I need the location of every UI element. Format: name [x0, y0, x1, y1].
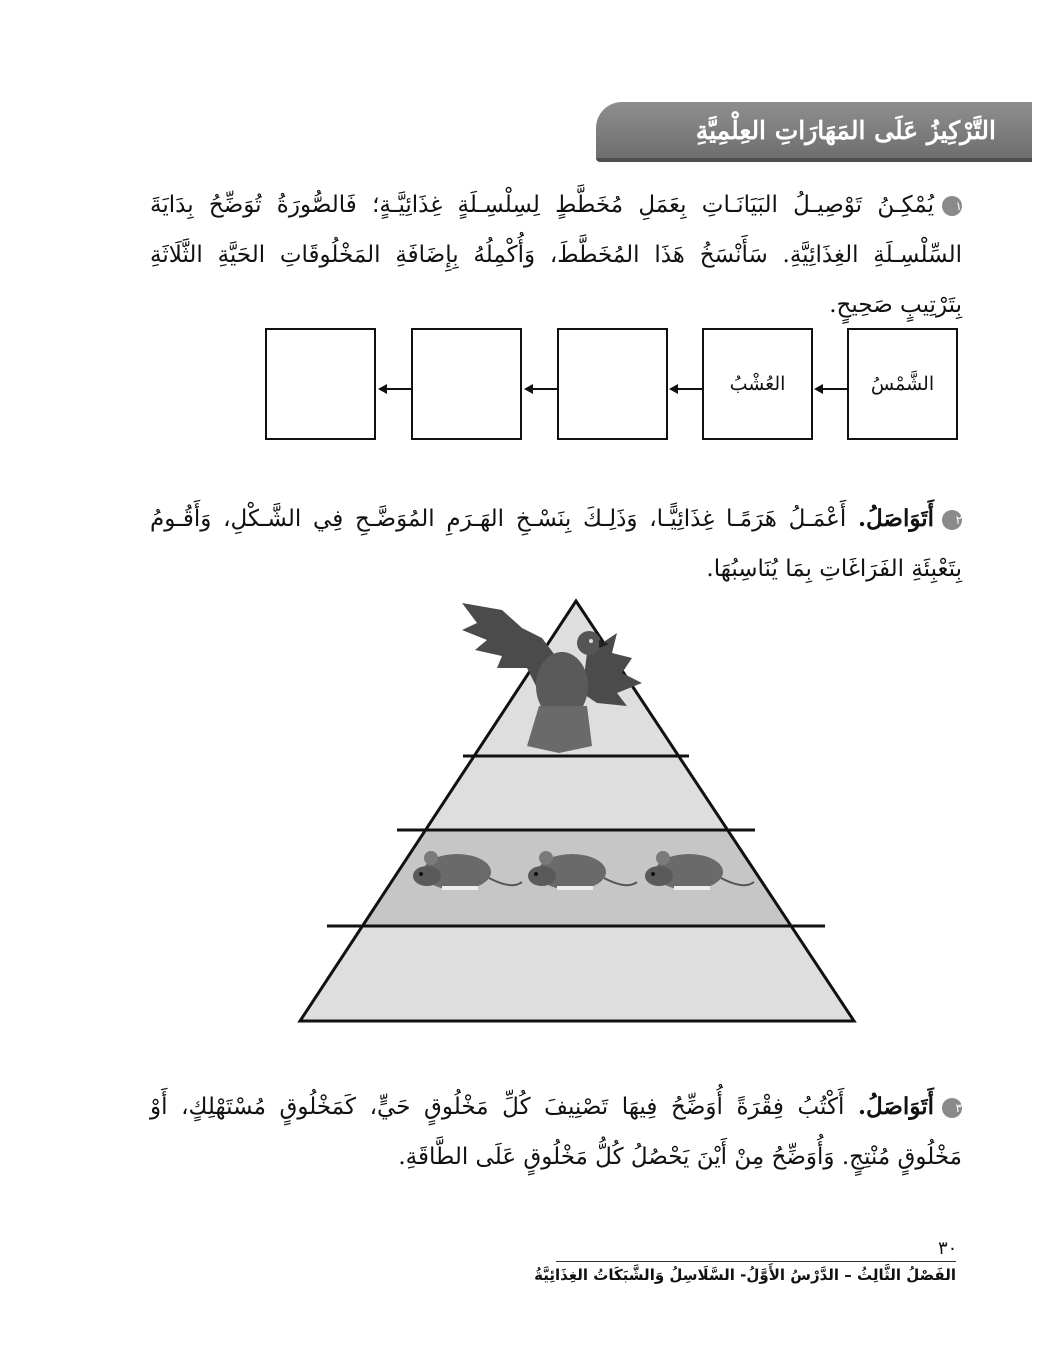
arrow-left-icon	[669, 383, 703, 395]
food-chain-box-empty	[265, 328, 376, 440]
arrow-left-icon	[378, 383, 412, 395]
question-text: أَكْتُبُ فِقْرَةً أُوَضِّحُ فِيهَا تَصْنِيفَ كُلِّ مَخْلُوقٍ حَيٍّ، كَمَخْلُوقٍ مُسْتَهْلِكٍ، أَوْ مَخْلُوقٍ مُنْتِجٍ. وَأُوَضِّحُ مِنْ أَيْنَ يَحْصُلُ كُلُّ مَخْلُوقٍ عَلَى الطَّاقَةِ.	[150, 1094, 962, 1170]
question-number: ٢	[942, 510, 962, 530]
question-3	[150, 1082, 962, 1182]
question-number: ١	[942, 196, 962, 216]
question-1	[150, 180, 962, 330]
chapter-footer: الفَصْلُ الثَّالِثُ – الدَّرْسُ الأَوَّلُ- السَّلَاسِلُ وَالشَّبَكَاتُ الغِذَائِيَّةُ	[534, 1266, 956, 1284]
question-2	[150, 494, 962, 594]
food-chain-diagram	[265, 328, 957, 440]
arrow-left-icon	[524, 383, 558, 395]
footer-divider	[556, 1261, 956, 1262]
food-chain-box-sun: الشَّمْسُ	[847, 328, 958, 440]
skill-label: أَتَوَاصَلُ.	[857, 1093, 934, 1120]
section-banner	[596, 102, 1032, 158]
section-title: التَّرْكِيزُ عَلَى المَهَارَاتِ العِلْمِيَّةِ	[695, 115, 996, 145]
question-number: ٣	[942, 1098, 962, 1118]
question-text: أَعْمَـلُ هَرَمًـا غِذَائِيًّـا، وَذَلِـكَ بِنَسْـخِ الهَـرَمِ المُوَضَّـحِ فِي الشَّـكْلِ، وَأَقُـومُ بِتَعْبِئَةِ الفَرَاغَاتِ بِمَا يُنَاسِبُهَا.	[150, 506, 962, 582]
food-chain-box-empty	[557, 328, 668, 440]
question-text: يُمْكِـنُ تَوْصِيـلُ البَيَانَـاتِ بِعَمَلِ مُخَطَّطٍ لِسِلْسِـلَةٍ غِذَائِيَّـةٍ؛ فَالصُّورَةُ تُوَضِّحُ بِدَايَةَ السِّلْسِـلَةِ الغِذَائِيَّةِ. سَأَنْسَخُ هَذَا المُخَطَّطَ، وَأُكْمِلُهُ بِإِضَافَةِ المَخْلُوقَاتِ الحَيَّةِ الثَّلَاثَةِ بِتَرْتِيبٍ صَحِيحٍ.	[150, 192, 962, 318]
food-chain-box-grass: العُشْبُ	[702, 328, 813, 440]
food-chain-box-empty	[411, 328, 522, 440]
arrow-left-icon	[814, 383, 848, 395]
skill-label: أَتَوَاصَلُ.	[857, 505, 935, 532]
page-number: ٣٠	[938, 1238, 958, 1259]
food-pyramid-diagram	[297, 598, 857, 1026]
